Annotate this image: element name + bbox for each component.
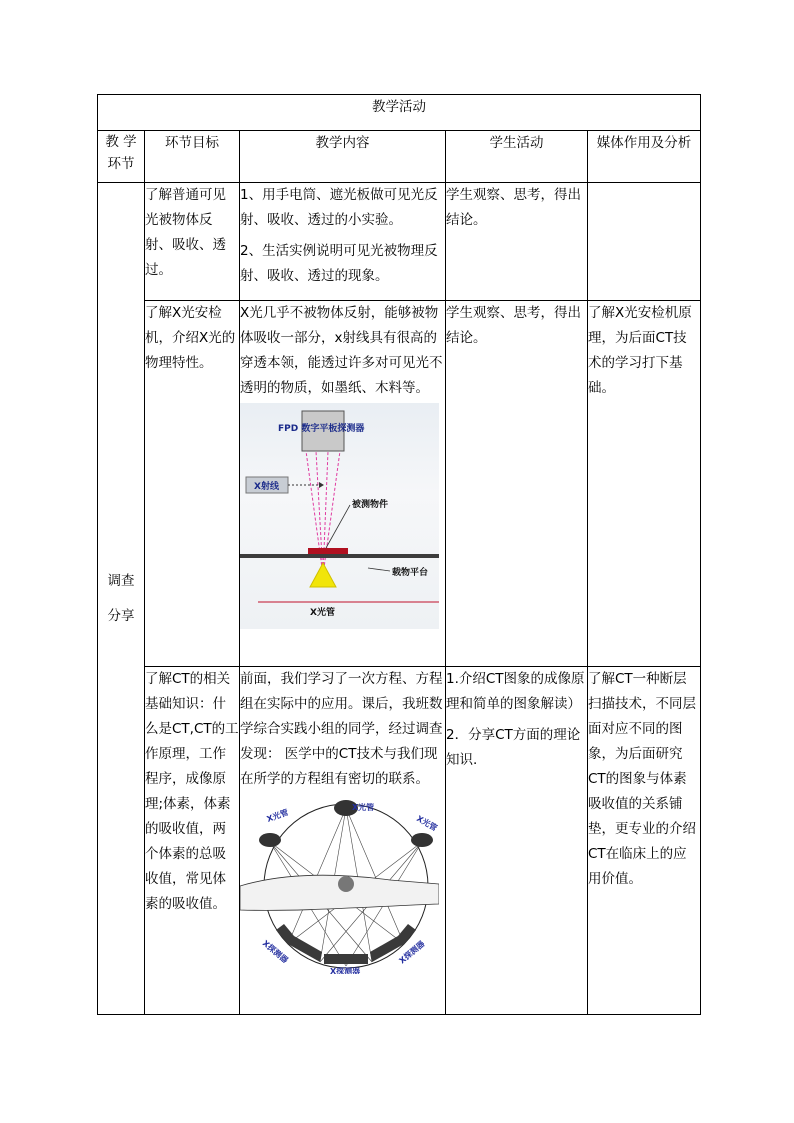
goal-cell: 了解普通可见光被物体反射、吸收、透过。 xyxy=(145,183,240,301)
content-paragraph: 2、生活实例说明可见光被物理反射、吸收、透过的现象。 xyxy=(240,243,438,284)
media-cell: 了解CT一种断层扫描技术，不同层面对应不同的图象，为后面研究CT的图象与体素吸收值的关系铺垫，更专业的介绍CT在临床上的应用价值。 xyxy=(588,667,701,1015)
content-paragraph: 1、用手电筒、遮光板做可见光反射、吸收、透过的小实验。 xyxy=(240,187,438,228)
ct-detector-left-label: X探测器 xyxy=(260,938,290,965)
stage-line2: 分享 xyxy=(107,607,135,624)
ct-detector-bottom-label: X探测器 xyxy=(330,967,361,974)
content-cell xyxy=(240,301,446,667)
ct-tube-right-label: X光管 xyxy=(415,813,439,833)
table-row xyxy=(98,301,701,667)
xray-label: X射线 xyxy=(254,482,279,492)
xray-scanner-figure xyxy=(240,403,439,629)
header-stage-line2: 环节 xyxy=(107,156,135,172)
student-cell: 学生观察、思考，得出结论。 xyxy=(446,301,588,667)
student-paragraph: 2．分享CT方面的理论知识. xyxy=(446,727,581,768)
header-content: 教学内容 xyxy=(240,131,446,183)
student-paragraph: 1.介绍CT图象的成像原理和简单的图象解读） xyxy=(446,671,585,712)
content-cell xyxy=(240,667,446,1015)
content-cell xyxy=(240,183,446,301)
tube-label: X光管 xyxy=(310,608,335,618)
header-media: 媒体作用及分析 xyxy=(588,131,701,183)
lesson-table xyxy=(97,94,701,1015)
ct-scanner-diagram xyxy=(240,794,439,974)
xray-scanner-diagram xyxy=(240,403,439,629)
ct-tube-left-label: X光管 xyxy=(265,807,290,824)
stage-line1: 调查 xyxy=(107,572,135,589)
ct-tube-top-label: X光管 xyxy=(352,803,375,812)
content-paragraph: X光几乎不被物体反射，能够被物体吸收一部分，x射线具有很高的穿透本领，能透过许多对可见光不透明的物质，如墨纸、木料等。 xyxy=(240,305,443,396)
platform-label: 载物平台 xyxy=(392,568,429,578)
goal-cell: 了解CT的相关基础知识：什么是CT,CT的工作原理，工作程序，成像原理;体素，体素的吸收值，两个体素的总吸收值，常见体素的吸收值。 xyxy=(145,667,240,1015)
header-stage xyxy=(98,131,145,183)
header-stage-line1: 教 学 xyxy=(105,134,137,150)
media-cell: 了解X光安检机原理，为后面CT技术的学习打下基础。 xyxy=(588,301,701,667)
student-cell: 学生观察、思考，得出结论。 xyxy=(446,183,588,301)
content-paragraph: 前面，我们学习了一次方程、方程组在实际中的应用。课后，我班数学综合实践小组的同学，经过调查发现： 医学中的CT技术与我们现在所学的方程组有密切的联系。 xyxy=(240,671,443,787)
fpd-label: FPD 数字平板探测器 xyxy=(278,424,365,434)
header-goal: 环节目标 xyxy=(145,131,240,183)
table-title: 教学活动 xyxy=(98,95,701,131)
header-student: 学生活动 xyxy=(446,131,588,183)
stage-cell xyxy=(98,183,145,1015)
media-cell xyxy=(588,183,701,301)
ct-detector-right-label: X探测器 xyxy=(397,939,427,966)
student-cell xyxy=(446,667,588,1015)
goal-cell: 了解X光安检机，介绍X光的物理特性。 xyxy=(145,301,240,667)
object-label: 被测物件 xyxy=(352,500,389,510)
table-row xyxy=(98,667,701,1015)
ct-scanner-figure xyxy=(240,794,439,974)
table-row xyxy=(98,183,701,301)
